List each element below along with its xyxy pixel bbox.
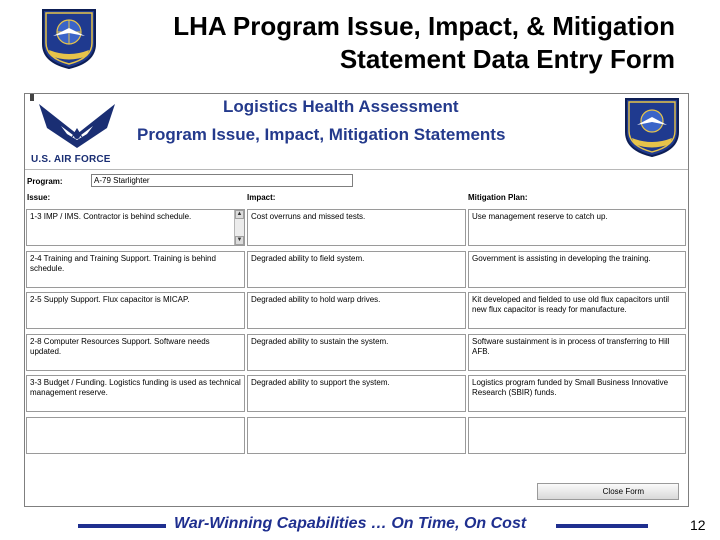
close-form-button[interactable]: Close Form [537, 483, 679, 500]
impact-field[interactable] [247, 375, 466, 412]
scroll-down-icon[interactable]: ▼ [236, 237, 243, 243]
issue-scrollbar[interactable] [234, 210, 244, 245]
impact-field[interactable] [247, 417, 466, 454]
program-label: Program: [27, 177, 63, 186]
issue-text: 1-3 IMP / IMS. Contractor is behind schedule. [30, 212, 192, 221]
mitigation-field[interactable] [468, 334, 686, 371]
air-force-wordmark: U.S. AIR FORCE [31, 154, 111, 165]
footer-rule-right [556, 524, 648, 528]
issue-field[interactable] [26, 251, 245, 288]
data-entry-form [24, 93, 689, 507]
mitigation-field[interactable] [468, 209, 686, 246]
mitigation-text: Software sustainment is in process of transferring to Hill AFB. [472, 337, 670, 356]
impact-text: Degraded ability to sustain the system. [251, 337, 389, 346]
window-grip-icon [30, 94, 34, 101]
program-input[interactable]: A-79 Starlighter [91, 174, 353, 187]
impact-field[interactable] [247, 251, 466, 288]
slide-title-line1: LHA Program Issue, Impact, & Mitigation [173, 11, 675, 41]
mitigation-field[interactable] [468, 251, 686, 288]
issue-text: 2-5 Supply Support. Flux capacitor is MICAP. [30, 295, 190, 304]
issue-field[interactable] [26, 334, 245, 371]
page-number: 12 [690, 517, 706, 533]
slide-title-line2: Statement Data Entry Form [339, 44, 675, 74]
issue-text: 2-4 Training and Training Support. Training is behind schedule. [30, 254, 216, 273]
issue-field[interactable] [26, 375, 245, 412]
mitigation-column-header: Mitigation Plan: [468, 193, 528, 202]
issue-text: 2-8 Computer Resources Support. Software needs updated. [30, 337, 210, 356]
slide-title [130, 10, 675, 76]
command-shield-logo [37, 6, 101, 70]
header-divider [25, 169, 688, 170]
impact-text: Cost overruns and missed tests. [251, 212, 366, 221]
mitigation-field[interactable] [468, 292, 686, 329]
mitigation-field[interactable] [468, 375, 686, 412]
command-emblem-icon [621, 96, 683, 158]
issue-field[interactable] [26, 292, 245, 329]
form-title: Logistics Health Assessment [223, 97, 459, 116]
mitigation-text: Logistics program funded by Small Business Innovative Research (SBIR) funds. [472, 378, 669, 397]
impact-text: Degraded ability to field system. [251, 254, 365, 263]
footer-rule-left [78, 524, 166, 528]
impact-field[interactable] [247, 334, 466, 371]
impact-column-header: Impact: [247, 193, 276, 202]
impact-field[interactable] [247, 209, 466, 246]
issue-field[interactable] [26, 417, 245, 454]
impact-text: Degraded ability to hold warp drives. [251, 295, 381, 304]
form-subtitle: Program Issue, Impact, Mitigation Statements [137, 125, 506, 144]
mitigation-text: Kit developed and fielded to use old flux capacitors until new flux capacitor is ready for manufacture. [472, 295, 670, 314]
air-force-wings-icon [37, 98, 117, 158]
impact-field[interactable] [247, 292, 466, 329]
issue-column-header: Issue: [27, 193, 51, 202]
mitigation-text: Use management reserve to catch up. [472, 212, 608, 221]
scroll-up-icon[interactable]: ▲ [236, 211, 243, 217]
impact-text: Degraded ability to support the system. [251, 378, 390, 387]
mitigation-field[interactable] [468, 417, 686, 454]
issue-field[interactable] [26, 209, 245, 246]
footer-motto: War-Winning Capabilities … On Time, On Cost [174, 515, 527, 532]
mitigation-text: Government is assisting in developing the training. [472, 254, 651, 263]
issue-text: 3-3 Budget / Funding. Logistics funding is used as technical management reserve. [30, 378, 241, 397]
